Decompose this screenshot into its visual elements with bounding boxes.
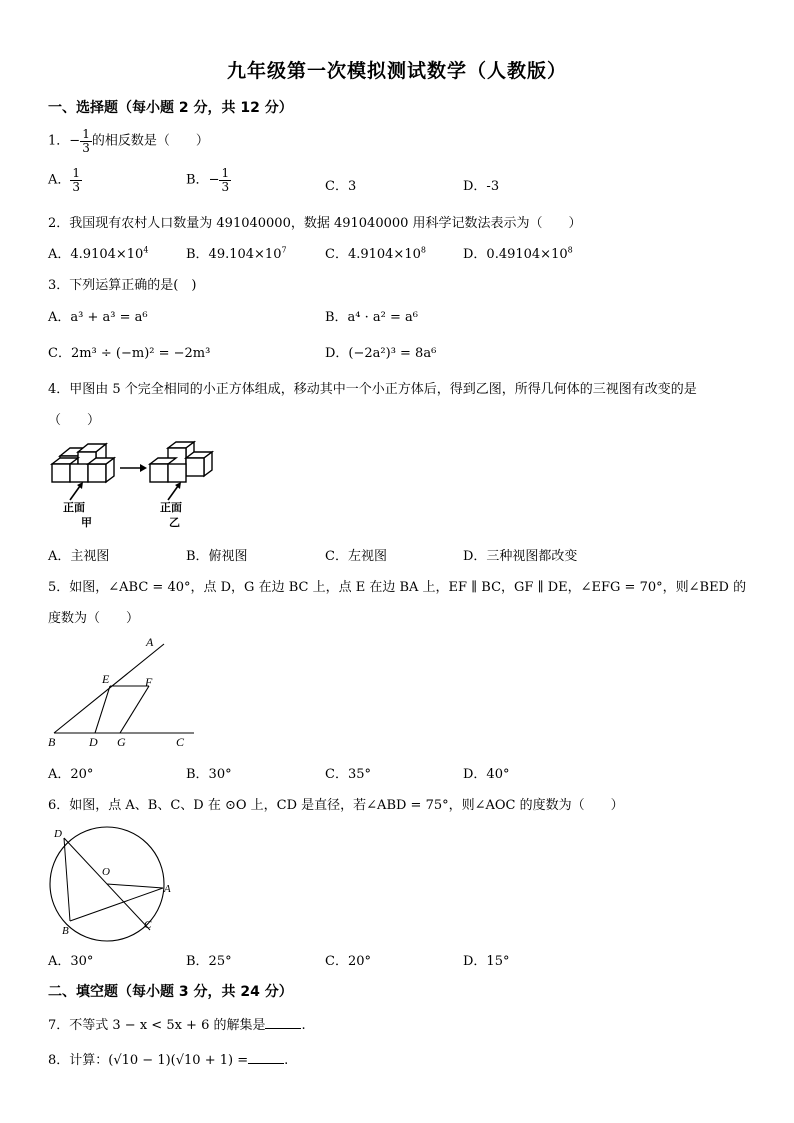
q4-option-d[interactable]: D．三种视图都改变 bbox=[463, 549, 578, 564]
q1-option-d[interactable]: D．-3 bbox=[463, 179, 500, 194]
parallel-lines-figure bbox=[44, 632, 204, 752]
circle-point-o: O bbox=[102, 866, 110, 878]
q1-option-c[interactable]: C．3 bbox=[325, 179, 357, 194]
q1-b-num: 1 bbox=[221, 166, 230, 180]
q1-a-den: 3 bbox=[72, 179, 81, 194]
q8-stem: 8．计算：(√10 − 1)(√10 + 1) = bbox=[48, 1053, 249, 1068]
figure-yi-cubes bbox=[150, 442, 212, 482]
q7-answer-blank[interactable] bbox=[265, 1018, 301, 1029]
point-g-label: G bbox=[117, 735, 126, 749]
q2-b-text: B．49.104×10 bbox=[186, 247, 282, 262]
question-4: 4．甲图由 5 个完全相同的小正方体组成，移动其中一个小正方体后，得到乙图，所得几何体的三视图有改变的是 bbox=[48, 382, 697, 397]
circle-point-b: B bbox=[62, 925, 69, 937]
q2-c-text: C．4.9104×10 bbox=[325, 247, 421, 262]
q3-option-d[interactable]: D．(−2a²)³ = 8a⁶ bbox=[325, 346, 437, 361]
q2-option-d[interactable] bbox=[463, 243, 573, 262]
q1-frac-num: 1 bbox=[82, 127, 90, 141]
q2-option-a[interactable] bbox=[48, 243, 148, 262]
fig-label-front-jia: 正面 bbox=[63, 501, 85, 514]
point-c-label: C bbox=[176, 735, 185, 749]
q2-d-exp: 8 bbox=[567, 245, 573, 255]
q1-sign: − bbox=[69, 133, 81, 149]
circle-point-d: D bbox=[54, 828, 62, 840]
q6-option-c[interactable]: C．20° bbox=[325, 954, 371, 969]
circle-chords bbox=[64, 838, 163, 930]
q1-b-fraction bbox=[219, 167, 231, 193]
question-3: 3．下列运算正确的是( ) bbox=[48, 278, 197, 293]
circle-point-a: A bbox=[164, 883, 171, 895]
point-f-label: F bbox=[145, 675, 153, 689]
fig-label-front-yi: 正面 bbox=[160, 501, 182, 514]
question-5: 5．如图，∠ABC = 40°，点 D，G 在边 BC 上，点 E 在边 BA 上，EF ∥ BC，GF ∥ DE，∠EFG = 70°，则∠BED 的 bbox=[48, 580, 747, 595]
section-heading-choice: 一、选择题（每小题 2 分，共 12 分） bbox=[48, 100, 293, 116]
q1-option-a[interactable] bbox=[48, 167, 82, 193]
q3-option-c[interactable]: C．2m³ ÷ (−m)² = −2m³ bbox=[48, 346, 211, 361]
q2-a-text: A．4.9104×10 bbox=[48, 247, 144, 262]
q1-a-label: A． bbox=[48, 172, 71, 188]
q4-option-c[interactable]: C．左视图 bbox=[325, 549, 387, 564]
q1-stem: 的相反数是（ ） bbox=[91, 133, 209, 149]
cubes-figure bbox=[48, 438, 218, 532]
q2-c-exp: 8 bbox=[420, 245, 426, 255]
page-title: 九年级第一次模拟测试数学（人教版） bbox=[226, 60, 567, 82]
section-heading-fill: 二、填空题（每小题 3 分，共 24 分） bbox=[48, 984, 293, 1000]
front-arrow-jia bbox=[70, 486, 80, 500]
q3-option-b[interactable]: B．a⁴ · a² = a⁶ bbox=[325, 310, 418, 325]
q2-option-c[interactable] bbox=[325, 243, 426, 262]
figure-jia-cubes bbox=[52, 444, 114, 482]
figure-lines bbox=[54, 644, 194, 733]
q1-b-den: 3 bbox=[221, 179, 230, 194]
question-2: 2．我国现有农村人口数量为 491040000，数据 491040000 用科学记数法表示为（ ） bbox=[48, 216, 582, 231]
point-a-label: A bbox=[146, 635, 154, 649]
point-e-label: E bbox=[102, 672, 110, 686]
question-5-cont: 度数为（ ） bbox=[48, 611, 140, 626]
q4-option-a[interactable]: A．主视图 bbox=[48, 549, 110, 564]
point-d-label: D bbox=[89, 735, 98, 749]
q1-b-sign: − bbox=[208, 172, 220, 188]
q5-option-c[interactable]: C．35° bbox=[325, 767, 371, 782]
circle-point-c: C bbox=[144, 919, 152, 931]
q2-b-exp: 7 bbox=[281, 245, 287, 255]
q5-option-a[interactable]: A．20° bbox=[48, 767, 94, 782]
q2-a-exp: 4 bbox=[143, 245, 149, 255]
question-4-cont: （ ） bbox=[48, 413, 101, 428]
q5-option-b[interactable]: B．30° bbox=[186, 767, 232, 782]
transform-arrow-head bbox=[140, 464, 147, 472]
circle-figure bbox=[44, 820, 179, 942]
fig-name-jia: 甲 bbox=[81, 516, 92, 529]
question-1 bbox=[48, 128, 209, 154]
q6-option-a[interactable]: A．30° bbox=[48, 954, 94, 969]
point-b-label: B bbox=[48, 735, 56, 749]
question-8 bbox=[48, 1049, 288, 1068]
figure-labels bbox=[48, 635, 185, 749]
q7-stem: 7．不等式 3 − x < 5x + 6 的解集是 bbox=[48, 1018, 266, 1033]
q2-d-text: D．0.49104×10 bbox=[463, 247, 568, 262]
q1-fraction bbox=[80, 128, 92, 154]
q1-a-num: 1 bbox=[72, 166, 81, 180]
q6-option-b[interactable]: B．25° bbox=[186, 954, 232, 969]
q6-option-d[interactable]: D．15° bbox=[463, 954, 510, 969]
question-7 bbox=[48, 1014, 306, 1033]
q1-frac-den: 3 bbox=[82, 140, 90, 155]
q1-a-fraction bbox=[70, 167, 82, 193]
q5-option-d[interactable]: D．40° bbox=[463, 767, 510, 782]
q1-option-b[interactable] bbox=[186, 167, 231, 193]
q7-end: . bbox=[301, 1018, 306, 1033]
q3-option-a[interactable]: A．a³ + a³ = a⁶ bbox=[48, 310, 148, 325]
front-arrow-yi bbox=[168, 486, 178, 500]
q8-answer-blank[interactable] bbox=[248, 1053, 284, 1064]
q1-b-label: B． bbox=[186, 172, 209, 188]
q1-number: 1． bbox=[48, 133, 70, 149]
fig-name-yi: 乙 bbox=[169, 516, 180, 529]
q8-end: . bbox=[284, 1053, 289, 1068]
q2-option-b[interactable] bbox=[186, 243, 287, 262]
q4-option-b[interactable]: B．俯视图 bbox=[186, 549, 248, 564]
question-6: 6．如图，点 A、B、C、D 在 ⊙O 上，CD 是直径，若∠ABD = 75°，则∠AOC 的度数为（ ） bbox=[48, 798, 624, 813]
